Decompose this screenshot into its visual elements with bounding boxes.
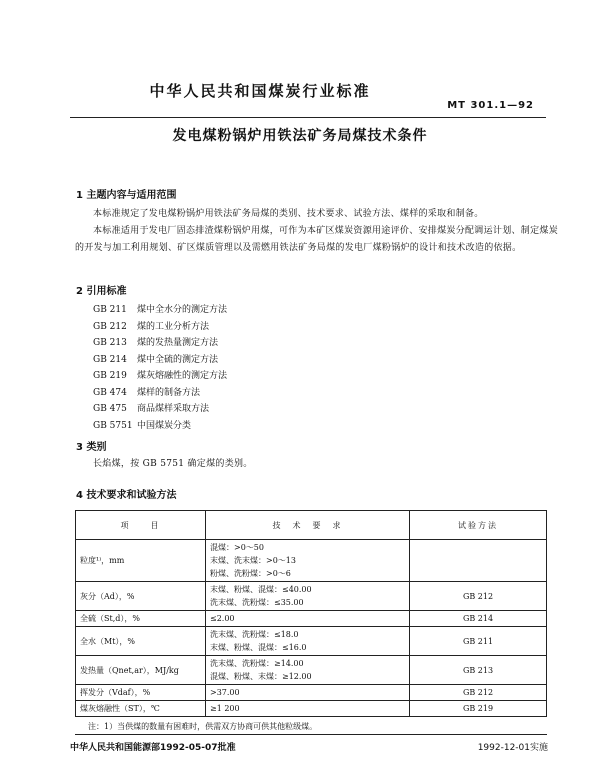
- standard-number: MT 301.1—92: [447, 100, 534, 111]
- row-requirement: [206, 540, 410, 582]
- section-4-heading: 4 技术要求和试验方法: [76, 490, 177, 501]
- requirement-line: 洗末煤、洗粉煤：≤18.0: [210, 630, 299, 639]
- reference-name: 煤灰熔融性的测定方法: [137, 371, 228, 381]
- row-requirement: [206, 701, 410, 717]
- table-footnote: 注：1）当供煤的数量有困难时，供需双方协商可供其他粒级煤。: [88, 722, 318, 731]
- reference-name: 煤的发热量测定方法: [137, 338, 219, 348]
- reference-item: [93, 368, 227, 385]
- row-requirement: [206, 627, 410, 656]
- reference-code: GB 213: [93, 338, 127, 348]
- table-row: [76, 582, 547, 611]
- section-2-heading: 2 引用标准: [76, 286, 127, 297]
- section-3-heading: 3 类别: [76, 442, 107, 453]
- reference-item: [93, 352, 227, 369]
- row-requirement: [206, 685, 410, 701]
- reference-code: GB 219: [93, 371, 127, 381]
- section-1-para-1: 本标准规定了发电煤粉锅炉用铁法矿务局煤的类别、技术要求、试验方法、煤样的采取和制备。: [93, 209, 484, 219]
- requirement-line: 末煤、洗末煤：>0～13: [210, 556, 296, 565]
- row-requirement: [206, 582, 410, 611]
- row-method: [410, 540, 547, 582]
- table-row: [76, 685, 547, 701]
- row-method: GB 212: [410, 582, 547, 611]
- requirements-table: [75, 510, 547, 717]
- reference-code: GB 214: [93, 354, 127, 365]
- requirement-line: 末煤、粉煤、混煤：≤40.00: [210, 585, 312, 594]
- requirement-line: 末煤、粉煤、混煤：≤16.0: [210, 643, 307, 652]
- reference-name: 煤的工业分析方法: [137, 321, 210, 332]
- row-requirement: [206, 656, 410, 685]
- reference-item: [93, 302, 227, 319]
- column-header-requirement: 技 术 要 求: [206, 511, 410, 540]
- requirement-line: 混煤、粉煤、末煤：≥12.00: [210, 672, 312, 681]
- footer-rule: [75, 734, 547, 735]
- column-header-method: 试验方法: [410, 511, 547, 540]
- standard-title: 中华人民共和国煤炭行业标准: [149, 82, 371, 100]
- reference-name: 煤样的制备方法: [137, 387, 201, 398]
- table-row: [76, 627, 547, 656]
- implementation-date: 1992-12-01实施: [477, 743, 548, 753]
- section-1-heading: 1 主题内容与适用范围: [76, 190, 177, 201]
- row-method: GB 211: [410, 627, 547, 656]
- header-rule: [70, 117, 546, 118]
- reference-name: 煤中全水分的测定方法: [137, 305, 228, 315]
- row-method: GB 214: [410, 611, 547, 627]
- reference-item: [93, 401, 227, 418]
- requirement-line: 粉煤、洗粉煤：>0～6: [210, 569, 291, 578]
- reference-item: [93, 335, 227, 352]
- requirement-line: 洗末煤、洗粉煤：≤35.00: [210, 598, 304, 607]
- reference-item: [93, 385, 227, 402]
- reference-name: 煤中全硫的测定方法: [137, 354, 219, 365]
- requirement-line: 洗末煤、洗粉煤：≥14.00: [210, 659, 304, 668]
- table-header-row: [76, 511, 547, 540]
- requirement-line: >37.00: [210, 688, 240, 697]
- approval-line: 中华人民共和国能源部1992-05-07批准: [70, 743, 236, 753]
- row-item: 煤灰熔融性（ST），℃: [76, 701, 206, 717]
- reference-item: [93, 418, 227, 435]
- table-row: [76, 656, 547, 685]
- row-method: GB 213: [410, 656, 547, 685]
- requirement-line: ≥1 200: [210, 704, 240, 713]
- row-item: 全硫（St,d），%: [76, 611, 206, 627]
- row-method: GB 219: [410, 701, 547, 717]
- row-item: 粒度¹⁾，mm: [76, 540, 206, 582]
- requirement-line: 混煤：>0～50: [210, 543, 264, 552]
- section-3-para: 长焰煤，按 GB 5751 确定煤的类别。: [93, 459, 253, 469]
- reference-code: GB 212: [93, 321, 127, 332]
- reference-name: 商品煤样采取方法: [137, 404, 210, 414]
- reference-code: GB 475: [93, 404, 127, 414]
- section-1-para-2: 本标准适用于发电厂固态排渣煤粉锅炉用煤，可作为本矿区煤炭资源用途评价、安排煤炭分配调运计划、制定煤炭的开发与加工利用规划、矿区煤质管理以及需燃用铁法矿务局煤的发电厂煤粉锅炉的设计和技术改造的依据。: [75, 226, 559, 253]
- column-header-item: 项 目: [76, 511, 206, 540]
- table-row: [76, 611, 547, 627]
- requirement-line: ≤2.00: [210, 614, 235, 623]
- table-row: [76, 540, 547, 582]
- row-item: 发热量（Qnet,ar），MJ/kg: [76, 656, 206, 685]
- row-requirement: [206, 611, 410, 627]
- reference-code: GB 474: [93, 387, 127, 398]
- reference-list: [93, 302, 227, 434]
- reference-name: 中国煤炭分类: [137, 420, 192, 431]
- reference-code: GB 5751: [93, 420, 133, 431]
- row-item: 灰分（Ad），%: [76, 582, 206, 611]
- reference-code: GB 211: [93, 305, 127, 315]
- row-item: 全水（Mt），%: [76, 627, 206, 656]
- row-method: GB 212: [410, 685, 547, 701]
- reference-item: [93, 319, 227, 336]
- row-item: 挥发分（Vdaf），%: [76, 685, 206, 701]
- document-title: 发电煤粉锅炉用铁法矿务局煤技术条件: [172, 128, 428, 144]
- table-row: [76, 701, 547, 717]
